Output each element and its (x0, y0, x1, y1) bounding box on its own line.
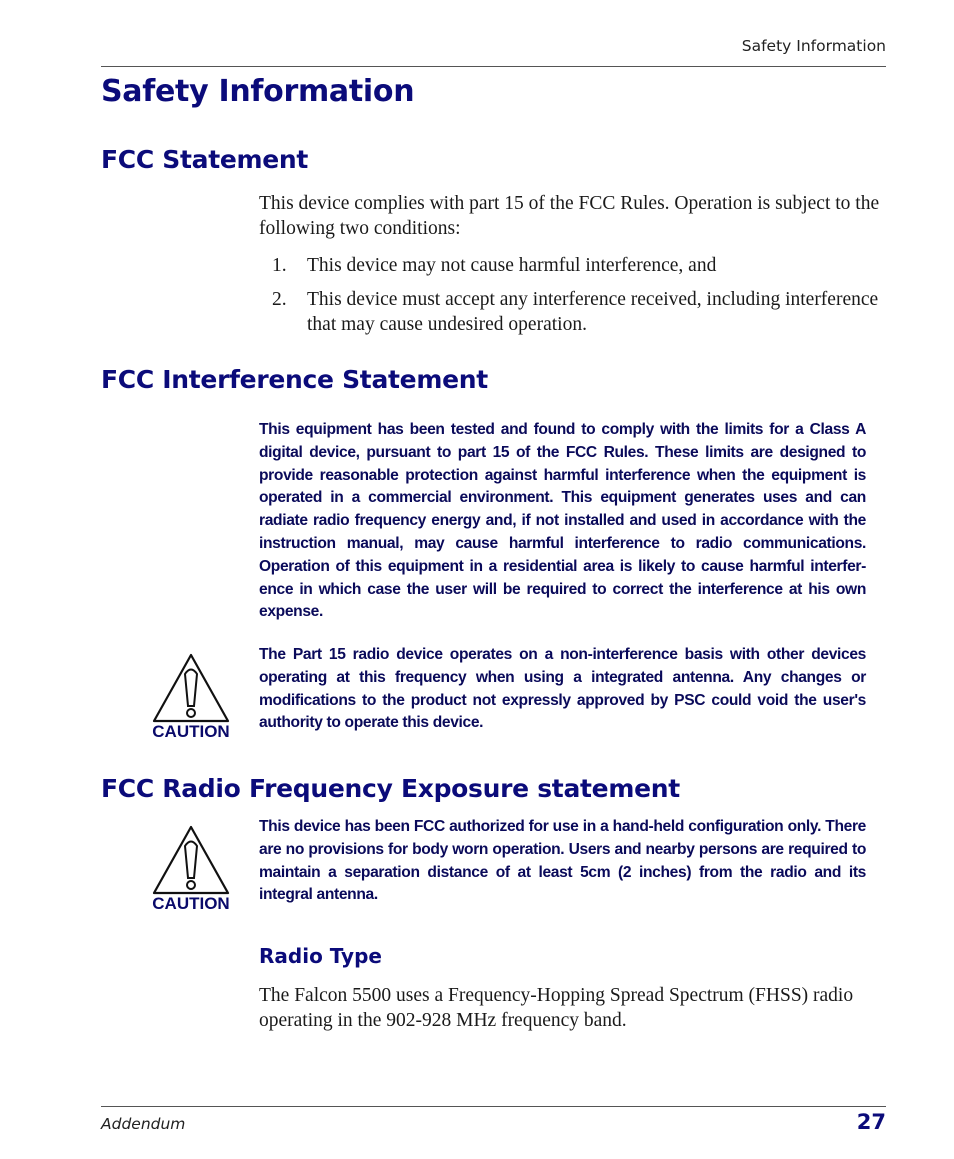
caution-triangle-icon (151, 652, 231, 724)
caution-text-rf-exposure: This device has been FCC authorized for use in a hand-held configuration only. There are no provisions for body worn operation. Users and nearby persons are required to maintain a separation distance of at least 5cm (2 inches) from the radio and its integral antenna. (259, 818, 866, 904)
list-item (259, 253, 889, 278)
heading-fcc-statement: FCC Statement (101, 145, 309, 174)
page-title: Safety Information (101, 74, 415, 109)
radio-type-text: The Falcon 5500 uses a Frequency-Hopping Spread Spectrum (FHSS) radio operating in the 902-928 MHz frequency band. (259, 985, 854, 1031)
list-item-number: 2. (272, 289, 287, 310)
caution-label: CAUTION (152, 894, 230, 913)
heading-radio-type: Radio Type (259, 944, 382, 968)
list-item (259, 287, 889, 337)
interference-paragraph: This equipment has been tested and found to comply with the limits for a Class A digital device, pursuant to part 15 of the FCC Rules. These limits are designed to provide reasonable protection against harmful interference when the equipment is operated in a commercial environment. This equipment generates uses and can radiate radio frequency energy and, if not installed and used in accordance with the instruction manual, may cause harmful interference to radio communications. Operation of this equipment in a residential area is likely to cause harmful interfer-ence in which case the user will be required to correct the interference at his own expense. (259, 421, 866, 621)
fcc-statement-intro: This device complies with part 15 of the FCC Rules. Operation is subject to the following two conditions: (259, 193, 880, 239)
header-rule (101, 66, 886, 67)
footer-section: Addendum (101, 1115, 186, 1133)
heading-fcc-rf-exposure: FCC Radio Frequency Exposure statement (101, 774, 680, 803)
list-item-text: This device may not cause harmful interference, and (307, 255, 717, 276)
caution-text-part15: The Part 15 radio device operates on a non-interference basis with other devices operating at this frequency when using a integrated antenna. Any changes or modifications to the product not expressly approved by PSC could void the user's authority to operate this device. (259, 646, 866, 732)
footer-rule (101, 1106, 886, 1107)
running-header: Safety Information (741, 37, 886, 55)
caution-label: CAUTION (152, 722, 230, 741)
caution-block-2 (146, 824, 236, 914)
list-item-text: This device must accept any interference received, including interference that may cause undesired operation. (307, 289, 879, 335)
page-number: 27 (856, 1110, 886, 1134)
caution-triangle-icon (151, 824, 231, 896)
list-item-number: 1. (272, 255, 287, 276)
caution-block-1 (146, 652, 236, 742)
heading-fcc-interference: FCC Interference Statement (101, 365, 488, 394)
